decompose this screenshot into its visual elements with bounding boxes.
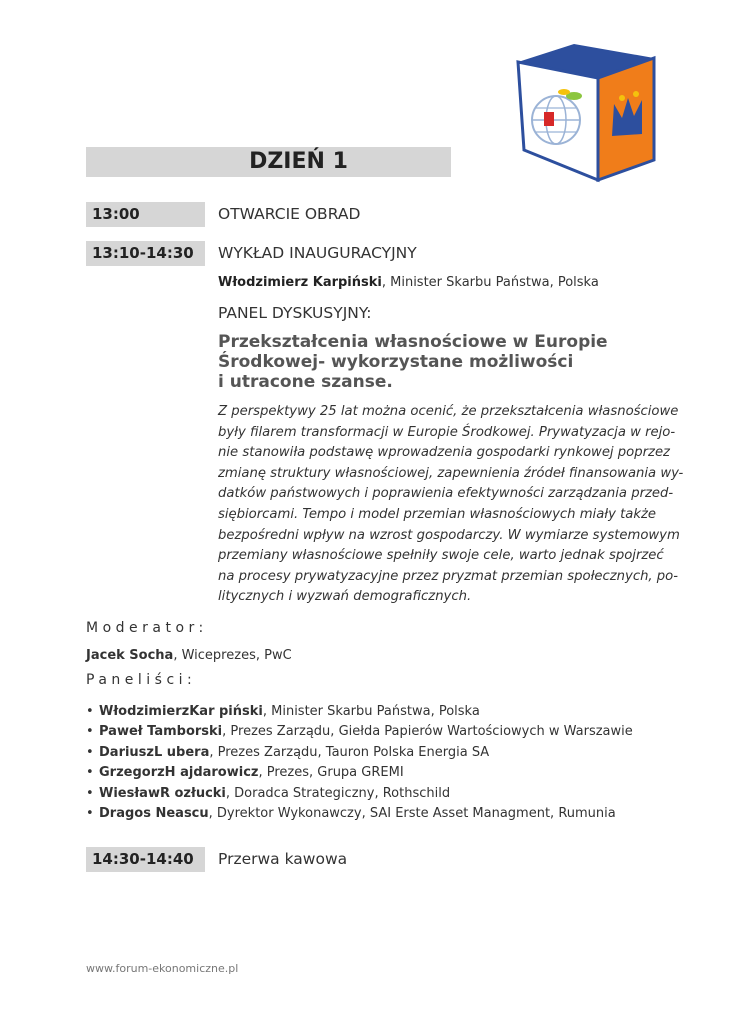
panel-title-line: i utracone szanse. [218,372,393,392]
bullet: • [86,704,94,719]
bullet: • [86,785,94,801]
abstract-line: datków państwowych i poprawienia efektywności zarządzania przed- [218,486,674,502]
abstract-line: bezpośredni wpływ na wzrost gospodarczy. W wymiarze systemowym [218,527,680,543]
abstract-line: zmianę struktury własnościowej, zapewnienia źródeł finansowania wy- [218,465,684,481]
keynote-speaker-role: , Minister Skarbu Państwa, Polska [381,275,599,290]
panelist-name: GrzegorzH ajdarowicz [99,765,259,781]
abstract-line: Z perspektywy 25 lat można ocenić, że przekształcenia własnościowe [218,404,679,419]
panel-title [218,332,638,392]
panel-abstract [218,402,684,608]
panelist-role: , Dyrektor Wykonawczy, SAI Erste Asset Managment, Rumunia [208,805,616,821]
abstract-line: były filarem transformacji w Europie Środkowej. Prywatyzacja w rejo- [218,424,676,440]
list-item [86,784,633,804]
footer-url: www.forum-ekonomiczne.pl [86,962,239,975]
bullet: • [86,744,94,760]
agenda-event-break: Przerwa kawowa [218,850,348,868]
agenda-time-keynote: 13:10-14:30 [86,241,205,266]
panelists-list [86,702,633,824]
abstract-line: przemiany własnościowe spełniły swoje cele, warto jednak spojrzeć [218,548,664,564]
panelist-name: WłodzimierzKar piński [99,704,263,719]
agenda-event-opening: OTWARCIE OBRAD [218,205,361,223]
panel-heading: PANEL DYSKUSYJNY: [218,304,372,322]
panelist-role: , Prezes Zarządu, Giełda Papierów Wartościowych w Warszawie [222,724,633,740]
agenda-event-keynote: WYKŁAD INAUGURACYJNY [218,244,417,262]
forum-logo [514,40,664,190]
abstract-line: litycznych i wyzwań demograficznych. [218,589,472,605]
panelist-name: WiesławR ozłucki [99,785,226,801]
bullet: • [86,805,94,821]
keynote-speaker [218,275,599,290]
moderator-label: Moderator: [86,620,208,636]
panel-title-line: Środkowej- wykorzystane możliwości [218,352,574,372]
moderator-name: Jacek Socha [86,648,174,663]
list-item [86,743,633,763]
panelist-role: , Prezes, Grupa GREMI [258,765,404,781]
panelist-role: , Prezes Zarządu, Tauron Polska Energia SA [209,744,490,760]
bullet: • [86,724,94,740]
panelist-name: Paweł Tamborski [99,724,223,740]
abstract-line: siębiorcami. Tempo i model przemian własnościowych miały także [218,506,656,522]
abstract-line: nie stanowiła podstawę wprowadzenia gospodarki rynkowej poprzez [218,445,670,461]
list-item [86,702,633,722]
list-item [86,804,633,824]
bullet: • [86,765,94,781]
agenda-time-opening: 13:00 [86,202,205,227]
agenda-time-break: 14:30-14:40 [86,847,205,872]
moderator [86,648,292,663]
panelist-name: DariuszL ubera [99,744,210,760]
panel-title-line: Przekształcenia własnościowe w Europie [218,332,608,352]
keynote-speaker-name: Włodzimierz Karpiński [218,275,382,290]
panelists-label: Paneliści: [86,672,197,688]
day-title: DZIEŃ 1 [249,149,348,174]
moderator-role: , Wiceprezes, PwC [173,648,292,663]
list-item [86,722,633,742]
abstract-line: na procesy prywatyzacyjne przez pryzmat przemian społecznych, po- [218,568,679,584]
panelist-name: Dragos Neascu [99,805,209,821]
panelist-role: , Minister Skarbu Państwa, Polska [262,704,480,719]
panelist-role: , Doradca Strategiczny, Rothschild [225,785,451,801]
list-item [86,763,633,783]
